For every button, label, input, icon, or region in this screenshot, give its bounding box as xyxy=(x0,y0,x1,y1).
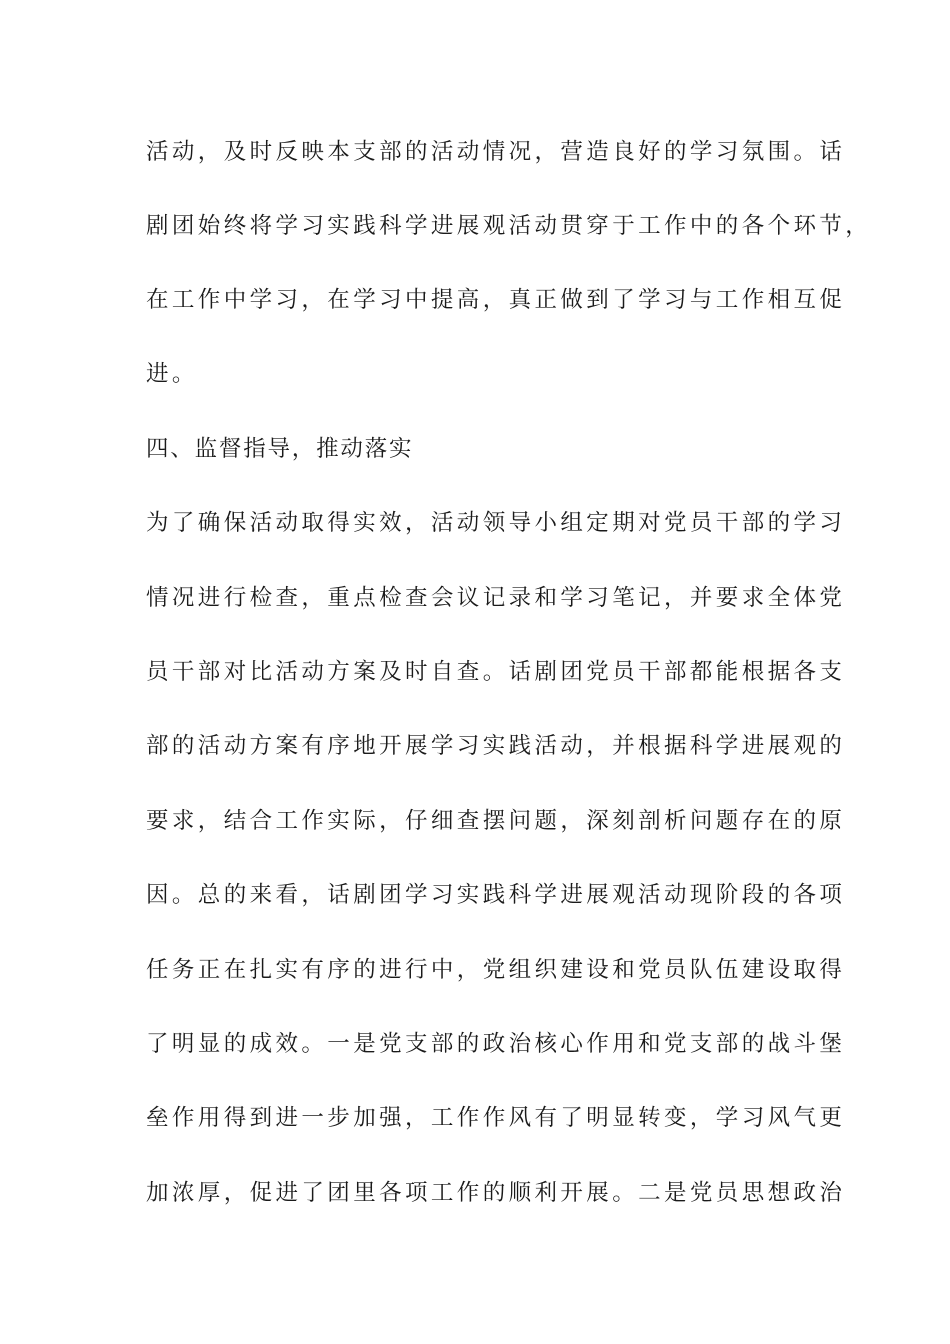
paragraph-line: 员干部对比活动方案及时自查。话剧团党员干部都能根据各支 xyxy=(146,659,846,685)
paragraph-line: 了明显的成效。一是党支部的政治核心作用和党支部的战斗堡 xyxy=(146,1031,846,1057)
paragraph-line: 部的活动方案有序地开展学习实践活动，并根据科学进展观的 xyxy=(146,733,846,759)
paragraph-line: 任务正在扎实有序的进行中，党组织建设和党员队伍建设取得 xyxy=(146,957,846,983)
paragraph-line: 剧团始终将学习实践科学进展观活动贯穿于工作中的各个环节， xyxy=(146,213,872,239)
paragraph-line: 因。总的来看，话剧团学习实践科学进展观活动现阶段的各项 xyxy=(146,882,846,908)
paragraph-line: 为了确保活动取得实效，活动领导小组定期对党员干部的学习 xyxy=(146,510,846,536)
paragraph-line: 垒作用得到进一步加强，工作作风有了明显转变，学习风气更 xyxy=(146,1105,846,1131)
paragraph-line: 在工作中学习，在学习中提高，真正做到了学习与工作相互促 xyxy=(146,287,846,313)
paragraph-line: 进。 xyxy=(146,361,198,387)
section-heading: 四、监督指导，推动落实 xyxy=(146,436,414,462)
paragraph-line: 加浓厚，促进了团里各项工作的顺利开展。二是党员思想政治 xyxy=(146,1180,846,1206)
paragraph-line: 情况进行检查，重点检查会议记录和学习笔记，并要求全体党 xyxy=(146,585,846,611)
paragraph-line: 活动，及时反映本支部的活动情况，营造良好的学习氛围。话 xyxy=(146,139,846,165)
paragraph-line: 要求，结合工作实际，仔细查摆问题，深刻剖析问题存在的原 xyxy=(146,808,846,834)
